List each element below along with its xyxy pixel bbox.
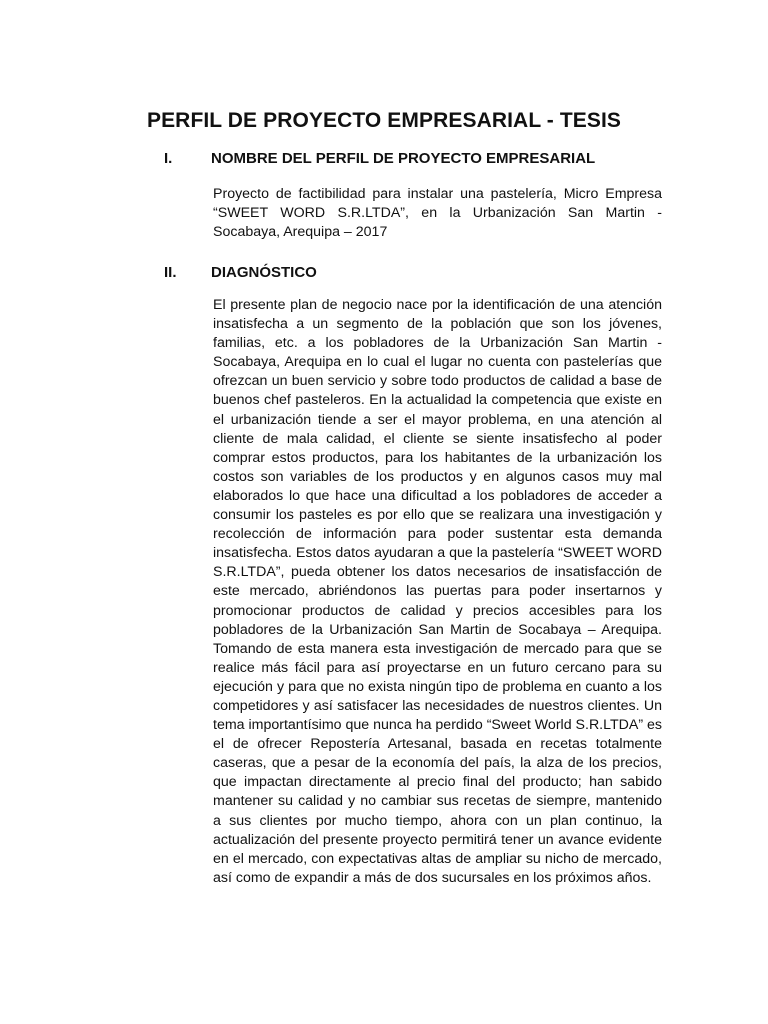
section-heading-diagnostico [164, 264, 317, 281]
section-title: NOMBRE DEL PERFIL DE PROYECTO EMPRESARIAL [211, 150, 596, 167]
section-number: I. [164, 150, 173, 167]
section-title: DIAGNÓSTICO [211, 264, 317, 281]
section-body-diagnostico: El presente plan de negocio nace por la identificación de una atención insatisfecha a un segmento de la población que son los jóvenes, familias, etc. a los pobladores de la Urbanización San Martin - Socabaya, Arequipa en lo cual el lugar no cuenta con pastelerías que ofrezcan un buen servicio y sobre todo productos de calidad a base de buenos chef pasteleros. En la actualidad la competencia que existe en el urbanización tiende a ser el mayor problema, en una atención al cliente de mala calidad, el cliente se siente insatisfecho al poder comprar estos productos, para los habitantes de la urbanización los costos son variables de los productos y en algunos casos muy mal elaborados lo que hace una dificultad a los pobladores de acceder a consumir los pasteles es por ello que se realizara una investigación y recolección de información para poder sustentar esta demanda insatisfecha. Estos datos ayudaran a que la pastelería “SWEET WORD S.R.LTDA”, pueda obtener los datos necesarios de insatisfacción de este mercado, abriéndonos las puertas para poder insertarnos y promocionar productos de calidad y precios accesibles para los pobladores de la Urbanización San Martin de Socabaya – Arequipa. Tomando de esta manera esta investigación de mercado para que se realice más fácil para así proyectarse en un futuro cercano para su ejecución y para que no exista ningún tipo de problema en cuanto a los competidores y así satisfacer las necesidades de nuestros clientes. Un tema importantísimo que nunca ha perdido “Sweet World S.R.LTDA” es el de ofrecer Repostería Artesanal, basada en recetas totalmente caseras, que a pesar de la economía del país, la alza de los precios, que impactan directamente al precio final del producto; han sabido mantener su calidad y no cambiar sus recetas de siempre, mantenido a sus clientes por mucho tiempo, ahora con un plan continuo, la actualización del presente proyecto permitirá tener un avance evidente en el mercado, con expectativas altas de ampliar su nicho de mercado, así como de expandir a más de dos sucursales en los próximos años. [213, 297, 662, 886]
section-number: II. [164, 264, 177, 281]
section-heading-nombre [164, 150, 595, 167]
document-title: PERFIL DE PROYECTO EMPRESARIAL - TESIS [146, 109, 622, 132]
section-body-nombre: Proyecto de factibilidad para instalar una pastelería, Micro Empresa “SWEET WORD S.R.LTDA”, en la Urbanización San Martin - Socabaya, Arequipa – 2017 [213, 186, 662, 241]
